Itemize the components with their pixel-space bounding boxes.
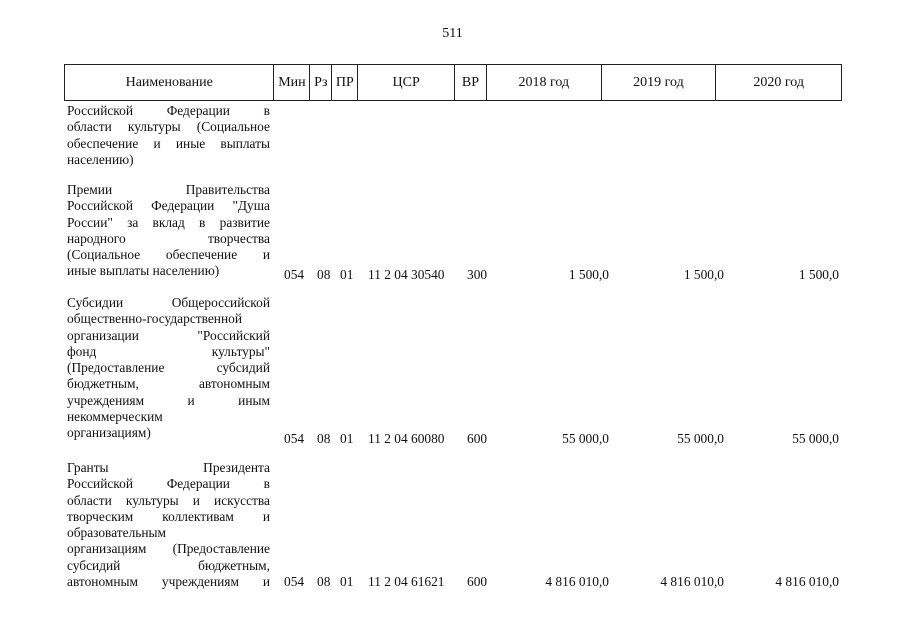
name-line: организации "Российский [67, 327, 270, 343]
name-line: иные выплаты населению) [67, 263, 220, 279]
header-csr: ЦСР [358, 65, 455, 100]
name-line: Российской Федерации в [67, 103, 270, 118]
row-2018: 1 500,0 [568, 267, 609, 282]
row-csr: 11 2 04 30540 [368, 267, 445, 282]
header-rz: Рз [310, 65, 332, 100]
row-2019: 1 500,0 [683, 267, 724, 282]
name-line: творческим коллективам и [67, 508, 270, 524]
row-2020: 4 816 010,0 [775, 574, 839, 589]
name-line: бюджетным, автономным [67, 376, 270, 392]
name-line: населению) [67, 151, 134, 167]
row-rz: 08 [317, 431, 331, 446]
name-line: организациям (Предоставление [67, 541, 270, 557]
row-name [67, 295, 270, 442]
name-line: (Предоставление субсидий [67, 360, 270, 376]
table-header [64, 64, 842, 101]
row-name [67, 103, 270, 168]
name-line: фонд культуры" [67, 343, 270, 359]
name-line: области культуры (Социальное [67, 119, 270, 135]
row-name [67, 182, 270, 280]
row-rz: 08 [317, 574, 331, 589]
page-number: 511 [442, 26, 463, 41]
name-line: субсидий бюджетным, [67, 557, 270, 573]
row-2019: 55 000,0 [677, 431, 724, 446]
name-line: автономным учреждениям и [67, 574, 270, 590]
name-line: народного творчества [67, 230, 270, 246]
header-name: Наименование [65, 65, 274, 100]
row-vr: 300 [467, 267, 488, 282]
name-line: организациям) [67, 425, 151, 441]
name-line: Субсидии Общероссийской [67, 295, 270, 310]
header-vr: ВР [455, 65, 487, 100]
row-min: 054 [284, 431, 305, 446]
row-min: 054 [284, 267, 305, 282]
row-rz: 08 [317, 267, 331, 282]
name-line: области культуры и искусства [67, 492, 270, 508]
name-line: (Социальное обеспечение и [67, 247, 270, 263]
name-line: общественно-государственной [67, 311, 242, 327]
row-2019: 4 816 010,0 [660, 574, 724, 589]
name-line: Премии Правительства [67, 182, 270, 197]
row-min: 054 [284, 574, 305, 589]
name-line: Российской Федерации в [67, 476, 270, 492]
header-2018: 2018 год [487, 65, 602, 100]
row-2020: 1 500,0 [798, 267, 839, 282]
header-2020: 2020 год [753, 74, 804, 90]
row-pr: 01 [340, 267, 354, 282]
name-line: учреждениям и иным [67, 392, 270, 408]
name-line: Гранты Президента [67, 460, 270, 475]
row-2018: 55 000,0 [562, 431, 609, 446]
name-line: России" за вклад в развитие [67, 214, 270, 230]
row-pr: 01 [340, 574, 354, 589]
row-vr: 600 [467, 431, 488, 446]
name-line: Российской Федерации "Душа [67, 198, 270, 214]
header-pr: ПР [332, 65, 358, 100]
header-2019: 2019 год [602, 65, 717, 100]
row-csr: 11 2 04 60080 [368, 431, 445, 446]
row-vr: 600 [467, 574, 488, 589]
name-line: некоммерческим [67, 409, 163, 425]
row-pr: 01 [340, 431, 354, 446]
header-min: Мин [274, 65, 310, 100]
row-2018: 4 816 010,0 [545, 574, 609, 589]
name-line: обеспечение и иные выплаты [67, 135, 270, 151]
name-line: образовательным [67, 525, 167, 541]
row-2020: 55 000,0 [792, 431, 839, 446]
row-csr: 11 2 04 61621 [368, 574, 445, 589]
row-name [67, 460, 270, 590]
